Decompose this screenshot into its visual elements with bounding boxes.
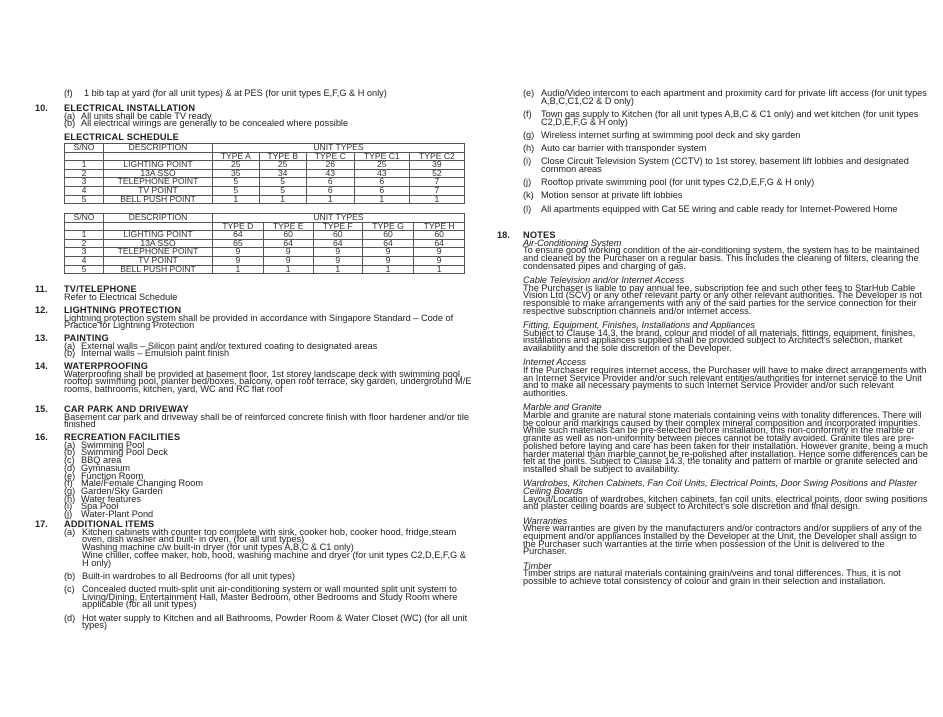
value-cell: 1 bbox=[213, 265, 264, 274]
value-cell: 25 bbox=[259, 161, 306, 170]
list-item: (k) Motion sensor at private lift lobbies bbox=[523, 190, 683, 201]
description-cell: BELL PUSH POINT bbox=[104, 195, 213, 204]
value-cell: 1 bbox=[414, 265, 465, 274]
list-item: (j) Water-Plant Pond bbox=[64, 509, 154, 520]
note bbox=[523, 560, 931, 586]
note-heading: Fitting, Equipment, Finishes, Installations and Appliances bbox=[523, 320, 756, 331]
value-cell: 64 bbox=[414, 239, 465, 248]
table-row bbox=[65, 178, 465, 187]
note-text: Subject to Clause 14.3, the brand, colour and model of all materials, fittings, equipment, finishes, installations and appliances supplied shall be provided subject to Architect's selection, market availability and the sole discretion of the Developer. bbox=[523, 327, 916, 354]
note bbox=[523, 237, 931, 271]
note-heading: Marble and Granite bbox=[523, 402, 602, 413]
unit-type-header: TYPE G bbox=[362, 222, 413, 231]
note bbox=[523, 277, 931, 316]
value-cell: 64 bbox=[213, 231, 264, 240]
value-cell: 9 bbox=[213, 248, 264, 257]
item-text: Built-in wardrobes to all Bedrooms (for all unit types) bbox=[82, 570, 295, 581]
value-cell: 64 bbox=[362, 239, 413, 248]
value-cell: 9 bbox=[362, 248, 413, 257]
sno-cell: 1 bbox=[65, 231, 104, 240]
section-12-lightning-protection: 12. LIGHTNING PROTECTION Lightning protection system shall be provided in accordance with Singapore Standard – Code of Practice for Lightning Protection bbox=[35, 305, 454, 331]
table-row bbox=[65, 195, 465, 204]
note-text: If the Purchaser requires internet access, the Purchaser will have to make direct arrangements with an Internet Service Provider and/or such relevant entities/authorities for internet service to the Unit and to make all necessary payments to such Internet Service Provider and/or such relevant authorities. bbox=[523, 365, 927, 399]
value-cell: 1 bbox=[409, 195, 464, 204]
table-row bbox=[65, 248, 465, 257]
value-cell: 65 bbox=[213, 239, 264, 248]
section-title: ELECTRICAL INSTALLATION bbox=[64, 103, 196, 113]
value-cell: 1 bbox=[259, 195, 306, 204]
electrical-schedule-table-1 bbox=[64, 143, 465, 204]
description-cell: BELL PUSH POINT bbox=[104, 265, 213, 274]
list-item: (f) Town gas supply to Kitchen (for all unit types A,B,C & C1 only) and wet kitchen (for unit types C2,D,E,F,G & H only) bbox=[523, 108, 919, 127]
list-item: (d) Gymnasium bbox=[64, 462, 131, 473]
value-cell: 5 bbox=[213, 178, 260, 187]
section-16-recreation-facilities: 16. RECREATION FACILITIES (a) Swimming Pool (b) Swimming Pool Deck (c) BBQ area (d) Gymnasium (e) Function Room (f) Male/Female Changing Room (g) Garden/Sky Garden (h) Water features (i) Spa Pool (j) Water-Plant Pond bbox=[35, 434, 475, 519]
description-cell: TELEPHONE POINT bbox=[104, 178, 213, 187]
header-sno: S/NO bbox=[65, 214, 104, 223]
list-item: (b) Swimming Pool Deck bbox=[64, 447, 168, 458]
value-cell: 35 bbox=[213, 169, 260, 178]
list-item: (c) BBQ area bbox=[64, 455, 122, 466]
list-item: (g) Garden/Sky Garden bbox=[64, 485, 163, 496]
description-cell: 13A SSO bbox=[104, 239, 213, 248]
item-text: Kitchen cabinets with counter top complete with sink, cooker hob, cooker hood, fridge,steam oven, dish washer and built- in oven, (for all unit types) Washing machine c/w built-in dryer (for unit types A,B,C & C1 only) Wine chiller, coffee maker, hob, hood, washing machine and dryer (for unit types C2,D,E,F,G & H only) bbox=[82, 526, 466, 568]
value-cell: 43 bbox=[306, 169, 354, 178]
sno-cell: 4 bbox=[65, 186, 104, 195]
list-item: (f) Male/Female Changing Room bbox=[64, 478, 204, 489]
value-cell: 43 bbox=[354, 169, 409, 178]
table-header-row bbox=[65, 214, 465, 223]
unit-type-header: TYPE C2 bbox=[409, 152, 464, 161]
value-cell: 60 bbox=[263, 231, 313, 240]
header-unit-types: UNIT TYPES bbox=[213, 214, 465, 223]
section-13-painting: 13. PAINTING (a) External walls – Silicon paint and/or textured coating to designated areas (b) Internal walls – Emulsion paint finish bbox=[35, 333, 378, 359]
unit-type-header: TYPE C1 bbox=[354, 152, 409, 161]
value-cell: 5 bbox=[259, 178, 306, 187]
table-row bbox=[65, 161, 465, 170]
value-cell: 34 bbox=[259, 169, 306, 178]
sno-cell: 5 bbox=[65, 265, 104, 274]
value-cell: 6 bbox=[354, 186, 409, 195]
sno-cell: 1 bbox=[65, 161, 104, 170]
value-cell: 39 bbox=[409, 161, 464, 170]
note-heading: Air-Conditioning System bbox=[523, 237, 622, 248]
note bbox=[523, 322, 931, 353]
table-row bbox=[65, 231, 465, 240]
value-cell: 52 bbox=[409, 169, 464, 178]
electrical-schedule-title: ELECTRICAL SCHEDULE bbox=[64, 132, 179, 142]
value-cell: 9 bbox=[263, 256, 313, 265]
note-text: The Purchaser is liable to pay annual fee, subscription fee and such other fees to StarHub Cable Vision Ltd (SCV) or any other relevant party or any other relevant authorities. The Developer is not responsible to make arrangements with any of the said parties for the service connection for their respective subscription channels and/or internet access. bbox=[523, 282, 923, 316]
note bbox=[523, 480, 931, 511]
header-unit-types: UNIT TYPES bbox=[213, 144, 465, 153]
list-item: (l) All apartments equipped with Cat 5E wiring and cable ready for Internet-Powered Home bbox=[523, 203, 898, 214]
value-cell: 7 bbox=[409, 186, 464, 195]
header-description: DESCRIPTION bbox=[104, 144, 213, 153]
unit-type-header: TYPE F bbox=[313, 222, 362, 231]
value-cell: 6 bbox=[354, 178, 409, 187]
description-cell: LIGHTING POINT bbox=[104, 231, 213, 240]
header-description: DESCRIPTION bbox=[104, 214, 213, 223]
list-item: (g) Wireless internet surfing at swimming pool deck and sky garden bbox=[523, 129, 801, 140]
sno-cell: 2 bbox=[65, 239, 104, 248]
value-cell: 60 bbox=[313, 231, 362, 240]
value-cell: 5 bbox=[259, 186, 306, 195]
value-cell: 9 bbox=[313, 256, 362, 265]
sno-cell: 5 bbox=[65, 195, 104, 204]
value-cell: 25 bbox=[213, 161, 260, 170]
note bbox=[523, 404, 931, 473]
value-cell: 1 bbox=[306, 195, 354, 204]
value-cell: 64 bbox=[263, 239, 313, 248]
value-cell: 9 bbox=[263, 248, 313, 257]
value-cell: 1 bbox=[354, 195, 409, 204]
list-item: (b) Built-in wardrobes to all Bedrooms (for all unit types) bbox=[64, 570, 295, 581]
note-heading: Timber bbox=[523, 560, 552, 571]
description-cell: TV POINT bbox=[104, 186, 213, 195]
unit-type-header: TYPE C bbox=[306, 152, 354, 161]
list-item: (c) Concealed ducted multi-split unit air-conditioning system or wall mounted split unit system to Living/Dining, Entertainment Hall, Master Bedroom, other Bedrooms and Study Room where applicable (for all unit types) bbox=[64, 586, 474, 609]
item-text: Concealed ducted multi-split unit air-conditioning system or wall mounted split unit system to Living/Dining, Entertainment Hall, Master Bedroom, other Bedrooms and Study Room where applicable (for all unit types) bbox=[82, 583, 458, 610]
electrical-schedule-table-2 bbox=[64, 213, 465, 274]
note-text: Where warranties are given by the manufacturers and/or contractors and/or suppliers of any of the equipment and/or appliances installed by the Developer at the Unit, the Developer shall assign to the Purchaser such warranties at the time when possession of the Unit is delivered to the Purchaser. bbox=[523, 523, 922, 557]
list-item: (e) Function Room bbox=[64, 470, 144, 481]
note-heading: Warranties bbox=[523, 515, 568, 526]
note-heading: Wardrobes, Kitchen Cabinets, Fan Coil Units, Electrical Points, Door Swing Positions and Plaster Ceiling Boards bbox=[523, 478, 918, 496]
list-item: (j) Rooftop private swimming pool (for unit types C2,D,E,F,G & H only) bbox=[523, 177, 815, 188]
section-18-notes: 18. NOTES Air-Conditioning System To ensure good working condition of the air-conditioning system, the system has to be maintained and cleaned by the Purchaser on a regular basis. This includes the cleaning of filters, clearing the condensated pipes and charging of gas. Cable Television and/or Internet Access The Purchaser is liable to pay annual fee, subscription fee and such other fees to StarHub Cable Vision Ltd (SCV) or any other relevant party or any other relevant authorities. The Developer is not responsible to make arrangements with any of the said parties for the service connection for their respective subscription channels and/or internet access. Fitting, Equipment, Finishes, Installations and Appliances Subject to Clause 14.3, the brand, colour and model of all materials, fittings, equipment, finishes, installations and appliances supplied shall be provided subject to Architect's selection, market availability and the sole discretion of the Developer. Internet Access If the Purchaser requires internet access, the Purchaser will have to make direct arrangements with an Internet Service Provider and/or such relevant entities/authorities for internet service to the Unit and to make all necessary payments to such Internet Service Provider and/or such relevant authorities. Marble and Granite Marble and granite are natural stone materials containing veins with tonality differences. There will be colour and markings caused by their complex mineral composition and incorporated impurities. While such materials can be pre-selected before installation, this non-conformity in the marble or granite as well as non-uniformity between pieces cannot be totally avoided. Granite tiles are pre-polished before laying and care has been taken for their installation. However granite, being a much harder material than marble cannot be re-polished after installation. Hence some differences can be felt at the joints. Subject to Clause 14.3, the tonality and pattern of marble or granite selected and installed shall be subject to availability. Wardrobes, Kitchen Cabinets, Fan Coil Units, Electrical Points, Door Swing Positions and Plaster Ceiling Boards Layout/Location of wardrobes, kitchen cabinets, fan coil units, electrical points, door swing positions and plaster ceiling boards are subject to Architect's sole discretion and final design. Warranties Where warranties are given by the manufacturers and/or contractors and/or suppliers of any of the equipment and/or appliances installed by the Developer at the Unit, the Developer shall assign to the Purchaser such warranties at the time when possession of the Unit is delivered to the Purchaser. Timber Timber strips are natural materials containing grain/veins and tonal differences. Thus, it is not possible to achieve total consistency of colour and grain in their selection and installation. bbox=[497, 232, 933, 592]
value-cell: 1 bbox=[362, 265, 413, 274]
note-text: Layout/Location of wardrobes, kitchen cabinets, fan coil units, electrical points, door swing positions and plaster ceiling boards are subject to Architect's sole discretion and final design. bbox=[523, 493, 928, 512]
sno-cell: 2 bbox=[65, 169, 104, 178]
value-cell: 64 bbox=[313, 239, 362, 248]
unit-type-header: TYPE B bbox=[259, 152, 306, 161]
list-item: (h) Water features bbox=[64, 493, 141, 504]
item-9f: (f) 1 bib tap at yard (for all unit types) & at PES (for unit types E,F,G & H only) bbox=[64, 88, 387, 98]
header-sno: S/NO bbox=[65, 144, 104, 153]
list-item: (d) Hot water supply to Kitchen and all Bathrooms, Powder Room & Water Closet (WC) (for all unit types) bbox=[64, 615, 474, 630]
note-heading: Cable Television and/or Internet Access bbox=[523, 275, 685, 286]
note-text: Timber strips are natural materials containing grain/veins and tonal differences. Thus, it is not possible to achieve total consistency of colour and grain in their selection and installation. bbox=[523, 568, 901, 586]
unit-type-header: TYPE H bbox=[414, 222, 465, 231]
value-cell: 9 bbox=[414, 256, 465, 265]
value-cell: 1 bbox=[213, 195, 260, 204]
section-10-electrical-installation: 10. ELECTRICAL INSTALLATION (a) All units shall be cable TV ready (b) All electrical wirings are generally to be concealed where possible bbox=[35, 105, 475, 128]
value-cell: 25 bbox=[354, 161, 409, 170]
list-item: (a) Kitchen cabinets with counter top complete with sink, cooker hob, cooker hood, fridge,steam oven, dish washer and built- in oven, (for all unit types) Washing machine c/w built-in dryer (for unit types A,B,C & C1 only) Wine chiller, coffee maker, hob, hood, washing machine and dryer (for unit types C2,D,E,F,G & H only) bbox=[64, 529, 474, 568]
value-cell: 26 bbox=[306, 161, 354, 170]
unit-type-header: TYPE A bbox=[213, 152, 260, 161]
description-cell: TELEPHONE POINT bbox=[104, 248, 213, 257]
value-cell: 5 bbox=[213, 186, 260, 195]
sno-cell: 3 bbox=[65, 248, 104, 257]
additional-items-continued bbox=[523, 90, 931, 219]
item-text: Hot water supply to Kitchen and all Bathrooms, Powder Room & Water Closet (WC) (for all unit types) bbox=[82, 612, 468, 631]
unit-type-header: TYPE E bbox=[263, 222, 313, 231]
list-item: (i) Close Circuit Television System (CCTV) to 1st storey, basement lift lobbies and designated common areas bbox=[523, 156, 909, 174]
value-cell: 9 bbox=[414, 248, 465, 257]
value-cell: 9 bbox=[213, 256, 264, 265]
list-item: (h) Auto car barrier with transponder system bbox=[523, 143, 707, 154]
sno-cell: 3 bbox=[65, 178, 104, 187]
description-cell: LIGHTING POINT bbox=[104, 161, 213, 170]
value-cell: 60 bbox=[362, 231, 413, 240]
note-text: To ensure good working condition of the air-conditioning system, the system has to be maintained and cleaned by the Purchaser on a regular basis. This includes the cleaning of filters, clearing the condensated pipes and charging of gas. bbox=[523, 245, 920, 271]
section-15-car-park: 15. CAR PARK AND DRIVEWAY Basement car park and driveway shall be of reinforced concrete finish with floor hardener and/or tile finished bbox=[35, 404, 469, 430]
value-cell: 7 bbox=[409, 178, 464, 187]
section-11-tv-telephone: 11. TV/TELEPHONE Refer to Electrical Schedule bbox=[35, 284, 178, 302]
value-cell: 6 bbox=[306, 178, 354, 187]
value-cell: 1 bbox=[263, 265, 313, 274]
value-cell: 9 bbox=[362, 256, 413, 265]
value-cell: 60 bbox=[414, 231, 465, 240]
table-header-row bbox=[65, 144, 465, 153]
value-cell: 6 bbox=[306, 186, 354, 195]
table-row bbox=[65, 265, 465, 274]
note-heading: Internet Access bbox=[523, 357, 586, 368]
list-item: (i) Spa Pool bbox=[64, 501, 119, 512]
description-cell: 13A SSO bbox=[104, 169, 213, 178]
note bbox=[523, 515, 931, 557]
list-item: (e) Audio/Video intercom to each apartment and proximity card for private lift access (for unit types A,B,C,C1,C2 & D only) bbox=[523, 88, 927, 106]
sno-cell: 4 bbox=[65, 256, 104, 265]
description-cell: TV POINT bbox=[104, 256, 213, 265]
section-17-additional-items: 17. ADDITIONAL ITEMS (a) Kitchen cabinets with counter top complete with sink, cooker hob, cooker hood, fridge,steam oven, dish washer and built- in oven, (for all unit types) Washing machine c/w built-in dryer (for unit types A,B,C & C1 only) Wine chiller, coffee maker, hob, hood, washing machine and dryer (for unit types C2,D,E,F,G & H only) (b) Built-in wardrobes to all Bedrooms (for all unit types) (c) Concealed ducted multi-split unit air-conditioning system or wall mounted split unit system to Living/Dining, Entertainment Hall, Master Bedroom, other Bedrooms and Study Room where applicable (for all unit types) (d) Hot water supply to Kitchen and all Bathrooms, Powder Room & Water Closet (WC) (for all unit types) bbox=[35, 521, 475, 635]
note-text: Marble and granite are natural stone materials containing veins with tonality differences. There will be colour and markings caused by their complex mineral composition and incorporated impurities. While such materials can be pre-selected before installation, this non-conformity in the marble or granite as well as non-uniformity between pieces cannot be totally avoided. Granite tiles are pre-polished before laying and care has been taken for their installation. However granite, being a much harder material than marble cannot be re-polished after installation. Hence some differences can be felt at the joints. Subject to Clause 14.3, the tonality and pattern of marble or granite selected and installed shall be subject to availability. bbox=[523, 410, 929, 474]
note bbox=[523, 359, 931, 398]
value-cell: 1 bbox=[313, 265, 362, 274]
value-cell: 9 bbox=[313, 248, 362, 257]
section-14-waterproofing: 14. WATERPROOFING Waterproofing shall be provided at basement floor, 1st storey landscape deck with swimming pool, rooftop swimming pool, planter bed/boxes, balcony, open roof terrace, sky garden, underground M/E rooms, bathrooms, kitchen, yard, WC and RC flat roof bbox=[35, 361, 472, 395]
unit-type-header: TYPE D bbox=[213, 222, 264, 231]
list-item: (a) Swimming Pool bbox=[64, 439, 145, 450]
